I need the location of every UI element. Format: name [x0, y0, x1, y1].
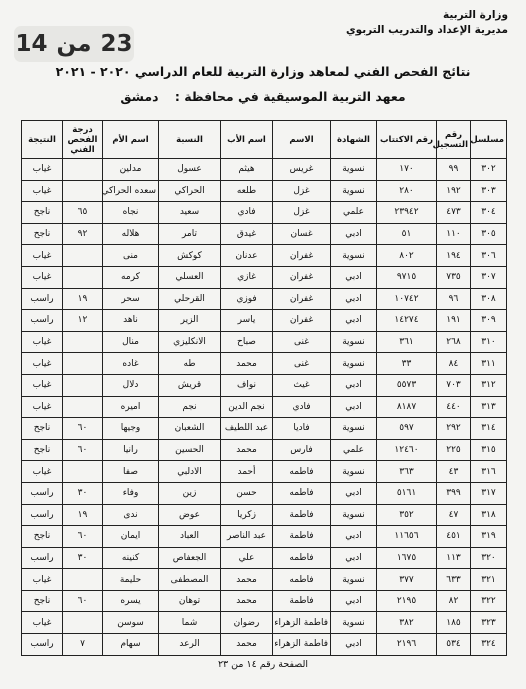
col-exam-grade: درجة الفحص الفني — [63, 121, 103, 159]
cell-father-name: محمد — [221, 634, 273, 656]
cell-name: غنى — [273, 331, 331, 353]
cell-exam-grade: ٦٥ — [63, 202, 103, 224]
cell-result: راسب — [22, 482, 63, 504]
cell-mother-name: كرمه — [103, 266, 159, 288]
cell-father-name: عبد الناصر — [221, 526, 273, 548]
cell-exam-grade: ٣٠ — [63, 482, 103, 504]
cell-mother-name: سحر — [103, 288, 159, 310]
cell-result: ناجح — [22, 202, 63, 224]
cell-result: راسب — [22, 634, 63, 656]
cell-surname: عوض — [159, 504, 221, 526]
cell-name: غفران — [273, 288, 331, 310]
cell-certificate: ادبي — [331, 634, 377, 656]
cell-subscription-no: ١٠٧٤٢ — [377, 288, 437, 310]
cell-certificate: ادبي — [331, 482, 377, 504]
cell-mother-name: ندى — [103, 504, 159, 526]
cell-subscription-no: ٥١ — [377, 223, 437, 245]
cell-result: راسب — [22, 504, 63, 526]
cell-result: غياب — [22, 569, 63, 591]
table-row — [22, 526, 507, 548]
cell-result: غياب — [22, 159, 63, 181]
table-row — [22, 504, 507, 526]
cell-certificate: نسوية — [331, 353, 377, 375]
page-indicator-badge — [14, 26, 134, 62]
cell-subscription-no: ٢١٩٦ — [377, 634, 437, 656]
cell-name: فاطمه — [273, 547, 331, 569]
cell-serial: ٣٠٥ — [471, 223, 507, 245]
cell-mother-name: اميره — [103, 396, 159, 418]
cell-subscription-no: ٢٣٩٤٢ — [377, 202, 437, 224]
cell-mother-name: غاده — [103, 353, 159, 375]
page-badge-word: من — [56, 31, 92, 57]
cell-result: ناجح — [22, 526, 63, 548]
cell-serial: ٣٠٦ — [471, 245, 507, 267]
table-row — [22, 266, 507, 288]
table-header-row — [22, 121, 507, 159]
cell-name: فاطمة الزهراء — [273, 634, 331, 656]
table-row — [22, 245, 507, 267]
cell-surname: زين — [159, 482, 221, 504]
cell-result: غياب — [22, 266, 63, 288]
cell-subscription-no: ١٤٢٧٤ — [377, 310, 437, 332]
cell-mother-name: ايمان — [103, 526, 159, 548]
institute-subtitle — [0, 89, 526, 104]
cell-certificate: ادبي — [331, 547, 377, 569]
cell-serial: ٣٠٧ — [471, 266, 507, 288]
cell-name: غفران — [273, 266, 331, 288]
cell-exam-grade — [63, 374, 103, 396]
cell-father-name: صباح — [221, 331, 273, 353]
cell-name: غسان — [273, 223, 331, 245]
cell-result: ناجح — [22, 439, 63, 461]
cell-serial: ٣٢٠ — [471, 547, 507, 569]
cell-name: غزل — [273, 180, 331, 202]
table-row — [22, 482, 507, 504]
cell-result: راسب — [22, 547, 63, 569]
cell-serial: ٣١٨ — [471, 504, 507, 526]
cell-subscription-no: ٨١٨٧ — [377, 396, 437, 418]
cell-serial: ٣٢٤ — [471, 634, 507, 656]
cell-serial: ٣١٠ — [471, 331, 507, 353]
cell-father-name: محمد — [221, 439, 273, 461]
cell-result: راسب — [22, 288, 63, 310]
cell-mother-name: صفا — [103, 461, 159, 483]
cell-subscription-no: ٨٠٢ — [377, 245, 437, 267]
cell-subscription-no: ٥١٦١ — [377, 482, 437, 504]
cell-mother-name: وجيها — [103, 418, 159, 440]
cell-certificate: ادبي — [331, 266, 377, 288]
cell-registration-no: ٢٢٥ — [437, 439, 471, 461]
cell-result: غياب — [22, 396, 63, 418]
cell-registration-no: ٢٦٨ — [437, 331, 471, 353]
cell-serial: ٣١٧ — [471, 482, 507, 504]
cell-name: غفران — [273, 310, 331, 332]
cell-name: فاطمة — [273, 526, 331, 548]
cell-mother-name: نجاه — [103, 202, 159, 224]
cell-certificate: علمي — [331, 202, 377, 224]
cell-subscription-no: ١٦٧٥ — [377, 547, 437, 569]
cell-surname: القرحلي — [159, 288, 221, 310]
cell-name: غنى — [273, 353, 331, 375]
table-row — [22, 331, 507, 353]
cell-exam-grade: ٩٢ — [63, 223, 103, 245]
cell-mother-name: وفاء — [103, 482, 159, 504]
cell-exam-grade — [63, 569, 103, 591]
table-row — [22, 439, 507, 461]
cell-serial: ٣٢٢ — [471, 590, 507, 612]
cell-result: ناجح — [22, 223, 63, 245]
cell-father-name: عبد اللطيف — [221, 418, 273, 440]
cell-certificate: نسوية — [331, 418, 377, 440]
cell-serial: ٣٠٢ — [471, 159, 507, 181]
col-surname: النسبة — [159, 121, 221, 159]
cell-exam-grade — [63, 353, 103, 375]
cell-exam-grade: ٣٠ — [63, 547, 103, 569]
cell-registration-no: ١٨٥ — [437, 612, 471, 634]
cell-subscription-no: ٥٥٧٣ — [377, 374, 437, 396]
table-row — [22, 634, 507, 656]
cell-exam-grade — [63, 612, 103, 634]
table-row — [22, 569, 507, 591]
cell-registration-no: ١٩١ — [437, 310, 471, 332]
cell-certificate: نسوية — [331, 180, 377, 202]
table-body — [22, 159, 507, 656]
cell-serial: ٣٠٣ — [471, 180, 507, 202]
cell-registration-no: ٧٠٣ — [437, 374, 471, 396]
cell-mother-name: رانيا — [103, 439, 159, 461]
col-registration-no: رقم التسجيل — [437, 121, 471, 159]
table-row — [22, 159, 507, 181]
cell-surname: المصطفى — [159, 569, 221, 591]
cell-exam-grade: ٦٠ — [63, 439, 103, 461]
cell-father-name: حسن — [221, 482, 273, 504]
cell-father-name: محمد — [221, 353, 273, 375]
cell-result: ناجح — [22, 590, 63, 612]
cell-exam-grade — [63, 245, 103, 267]
cell-subscription-no: ٣٦١ — [377, 331, 437, 353]
cell-certificate: نسوية — [331, 461, 377, 483]
cell-mother-name: منى — [103, 245, 159, 267]
cell-serial: ٣١٩ — [471, 526, 507, 548]
cell-subscription-no: ٢٨٠ — [377, 180, 437, 202]
cell-surname: طه — [159, 353, 221, 375]
cell-registration-no: ٨٤ — [437, 353, 471, 375]
cell-registration-no: ٤٥١ — [437, 526, 471, 548]
institute-name: معهد التربية الموسيقية في محافظة : — [174, 89, 406, 104]
cell-certificate: ادبي — [331, 310, 377, 332]
cell-subscription-no: ١٢٤٦٠ — [377, 439, 437, 461]
cell-registration-no: ١٩٤ — [437, 245, 471, 267]
table-row — [22, 353, 507, 375]
cell-result: ناجح — [22, 418, 63, 440]
cell-registration-no: ٦٣٣ — [437, 569, 471, 591]
cell-registration-no: ١١٣ — [437, 547, 471, 569]
cell-subscription-no: ٥٩٧ — [377, 418, 437, 440]
cell-subscription-no: ٣٨٢ — [377, 612, 437, 634]
document-title: نتائج الفحص الفني لمعاهد وزارة التربية للعام الدراسي ٢٠٢٠ - ٢٠٢١ — [55, 64, 471, 79]
cell-father-name: عدنان — [221, 245, 273, 267]
cell-name: غريس — [273, 159, 331, 181]
cell-result: غياب — [22, 461, 63, 483]
cell-exam-grade: ٦٠ — [63, 590, 103, 612]
cell-name: فاطمه — [273, 569, 331, 591]
cell-registration-no: ٣٩٩ — [437, 482, 471, 504]
cell-subscription-no: ٢١٩٥ — [377, 590, 437, 612]
results-table — [21, 120, 507, 656]
cell-serial: ٣٠٨ — [471, 288, 507, 310]
cell-exam-grade: ٧ — [63, 634, 103, 656]
cell-surname: العسلي — [159, 266, 221, 288]
cell-name: فاطمة — [273, 504, 331, 526]
cell-surname: الجعفاص — [159, 547, 221, 569]
cell-certificate: نسوية — [331, 331, 377, 353]
page-footer: الصفحة رقم ١٤ من ٢٣ — [217, 659, 309, 670]
table-row — [22, 396, 507, 418]
cell-subscription-no: ٣٣ — [377, 353, 437, 375]
cell-result: راسب — [22, 310, 63, 332]
cell-exam-grade: ١٩ — [63, 288, 103, 310]
cell-registration-no: ٤٤٠ — [437, 396, 471, 418]
cell-father-name: محمد — [221, 590, 273, 612]
cell-father-name: علي — [221, 547, 273, 569]
table-row — [22, 288, 507, 310]
ministry-header — [346, 8, 508, 38]
cell-father-name: أحمد — [221, 461, 273, 483]
cell-result: غياب — [22, 245, 63, 267]
cell-certificate: نسوية — [331, 569, 377, 591]
table-row — [22, 418, 507, 440]
page-badge-total: 23 — [100, 31, 133, 57]
table-row — [22, 223, 507, 245]
cell-subscription-no: ٣٧٧ — [377, 569, 437, 591]
cell-surname: الرعد — [159, 634, 221, 656]
directorate-name: مديرية الإعداد والتدريب التربوي — [346, 24, 508, 36]
cell-exam-grade — [63, 159, 103, 181]
cell-certificate: ادبي — [331, 288, 377, 310]
cell-mother-name: دلال — [103, 374, 159, 396]
cell-surname: تامر — [159, 223, 221, 245]
cell-exam-grade — [63, 180, 103, 202]
page-badge-current: 14 — [15, 31, 48, 57]
cell-surname: الشعبان — [159, 418, 221, 440]
cell-registration-no: ٩٦ — [437, 288, 471, 310]
cell-name: فاديا — [273, 418, 331, 440]
cell-mother-name: هلاله — [103, 223, 159, 245]
table-row — [22, 310, 507, 332]
cell-name: غزل — [273, 202, 331, 224]
col-result: النتيجة — [22, 121, 63, 159]
col-serial: مسلسل — [471, 121, 507, 159]
cell-name: غفران — [273, 245, 331, 267]
cell-surname: كوكش — [159, 245, 221, 267]
cell-father-name: نجم الدين — [221, 396, 273, 418]
cell-father-name: طلعه — [221, 180, 273, 202]
cell-result: غياب — [22, 180, 63, 202]
cell-serial: ٣٢٣ — [471, 612, 507, 634]
cell-certificate: ادبي — [331, 223, 377, 245]
cell-certificate: علمي — [331, 439, 377, 461]
cell-mother-name: يسره — [103, 590, 159, 612]
cell-exam-grade: ٦٠ — [63, 418, 103, 440]
cell-result: غياب — [22, 353, 63, 375]
cell-father-name: ياسر — [221, 310, 273, 332]
cell-registration-no: ١٩٢ — [437, 180, 471, 202]
cell-exam-grade — [63, 396, 103, 418]
cell-surname: الزير — [159, 310, 221, 332]
cell-certificate: ادبي — [331, 526, 377, 548]
cell-subscription-no: ٣٥٢ — [377, 504, 437, 526]
cell-exam-grade — [63, 461, 103, 483]
cell-exam-grade: ١٩ — [63, 504, 103, 526]
cell-certificate: نسوية — [331, 245, 377, 267]
cell-name: غيث — [273, 374, 331, 396]
col-subscription-no: رقم الاكتتاب — [377, 121, 437, 159]
cell-subscription-no: ٩٧١٥ — [377, 266, 437, 288]
cell-registration-no: ٤٣ — [437, 461, 471, 483]
cell-exam-grade: ١٢ — [63, 310, 103, 332]
table-row — [22, 612, 507, 634]
cell-certificate: ادبي — [331, 590, 377, 612]
cell-father-name: هيثم — [221, 159, 273, 181]
cell-registration-no: ٧٣٥ — [437, 266, 471, 288]
cell-serial: ٣١٦ — [471, 461, 507, 483]
cell-surname: نجم — [159, 396, 221, 418]
cell-mother-name: سهام — [103, 634, 159, 656]
table-row — [22, 590, 507, 612]
cell-surname: العباد — [159, 526, 221, 548]
cell-registration-no: ٢٩٢ — [437, 418, 471, 440]
ministry-name: وزارة التربية — [442, 9, 508, 21]
cell-subscription-no: ١١٦٥٦ — [377, 526, 437, 548]
col-name: الاسم — [273, 121, 331, 159]
cell-serial: ٣٢١ — [471, 569, 507, 591]
col-father-name: اسم الأب — [221, 121, 273, 159]
cell-registration-no: ٤٧٣ — [437, 202, 471, 224]
table-row — [22, 202, 507, 224]
cell-father-name: زكريا — [221, 504, 273, 526]
cell-serial: ٣٠٤ — [471, 202, 507, 224]
cell-surname: عسول — [159, 159, 221, 181]
cell-serial: ٣١٥ — [471, 439, 507, 461]
cell-surname: سعيد — [159, 202, 221, 224]
cell-registration-no: ٤٧ — [437, 504, 471, 526]
cell-serial: ٣١٢ — [471, 374, 507, 396]
table-row — [22, 461, 507, 483]
table-row — [22, 374, 507, 396]
cell-name: فاطمه — [273, 482, 331, 504]
cell-father-name: رضوان — [221, 612, 273, 634]
cell-mother-name: كنينه — [103, 547, 159, 569]
cell-surname: الادلبي — [159, 461, 221, 483]
cell-registration-no: ٨٢ — [437, 590, 471, 612]
cell-serial: ٣١٤ — [471, 418, 507, 440]
cell-mother-name: سوسن — [103, 612, 159, 634]
cell-subscription-no: ١٧٠ — [377, 159, 437, 181]
cell-exam-grade: ٦٠ — [63, 526, 103, 548]
col-certificate: الشهادة — [331, 121, 377, 159]
cell-name: فاطمة — [273, 590, 331, 612]
cell-registration-no: ٥٣٤ — [437, 634, 471, 656]
cell-mother-name: سعده الحراكي — [103, 180, 159, 202]
cell-exam-grade — [63, 331, 103, 353]
cell-certificate: نسوية — [331, 504, 377, 526]
cell-father-name: غازي — [221, 266, 273, 288]
cell-result: غياب — [22, 374, 63, 396]
cell-certificate: ادبي — [331, 374, 377, 396]
cell-surname: توهان — [159, 590, 221, 612]
cell-name: فاطمه — [273, 461, 331, 483]
cell-serial: ٣١١ — [471, 353, 507, 375]
cell-father-name: غيدق — [221, 223, 273, 245]
cell-surname: شما — [159, 612, 221, 634]
table-row — [22, 180, 507, 202]
cell-registration-no: ٩٩ — [437, 159, 471, 181]
cell-mother-name: ناهد — [103, 310, 159, 332]
governorate-name: دمشق — [120, 89, 159, 104]
cell-result: غياب — [22, 331, 63, 353]
cell-certificate: نسوية — [331, 612, 377, 634]
table-row — [22, 547, 507, 569]
cell-surname: الانكليزي — [159, 331, 221, 353]
cell-certificate: نسوية — [331, 159, 377, 181]
cell-mother-name: مدلين — [103, 159, 159, 181]
col-mother-name: اسم الأم — [103, 121, 159, 159]
cell-name: فارس — [273, 439, 331, 461]
cell-surname: الحسين — [159, 439, 221, 461]
cell-exam-grade — [63, 266, 103, 288]
cell-mother-name: حليمة — [103, 569, 159, 591]
cell-subscription-no: ٣٦٣ — [377, 461, 437, 483]
cell-registration-no: ١١٠ — [437, 223, 471, 245]
cell-mother-name: منال — [103, 331, 159, 353]
cell-serial: ٣٠٩ — [471, 310, 507, 332]
cell-result: غياب — [22, 612, 63, 634]
cell-certificate: ادبي — [331, 396, 377, 418]
cell-father-name: نواف — [221, 374, 273, 396]
cell-surname: الحراكي — [159, 180, 221, 202]
cell-father-name: فوزي — [221, 288, 273, 310]
cell-father-name: محمد — [221, 569, 273, 591]
cell-serial: ٣١٣ — [471, 396, 507, 418]
cell-name: فاطمة الزهراء — [273, 612, 331, 634]
cell-surname: قريش — [159, 374, 221, 396]
cell-name: فادي — [273, 396, 331, 418]
cell-father-name: فادي — [221, 202, 273, 224]
